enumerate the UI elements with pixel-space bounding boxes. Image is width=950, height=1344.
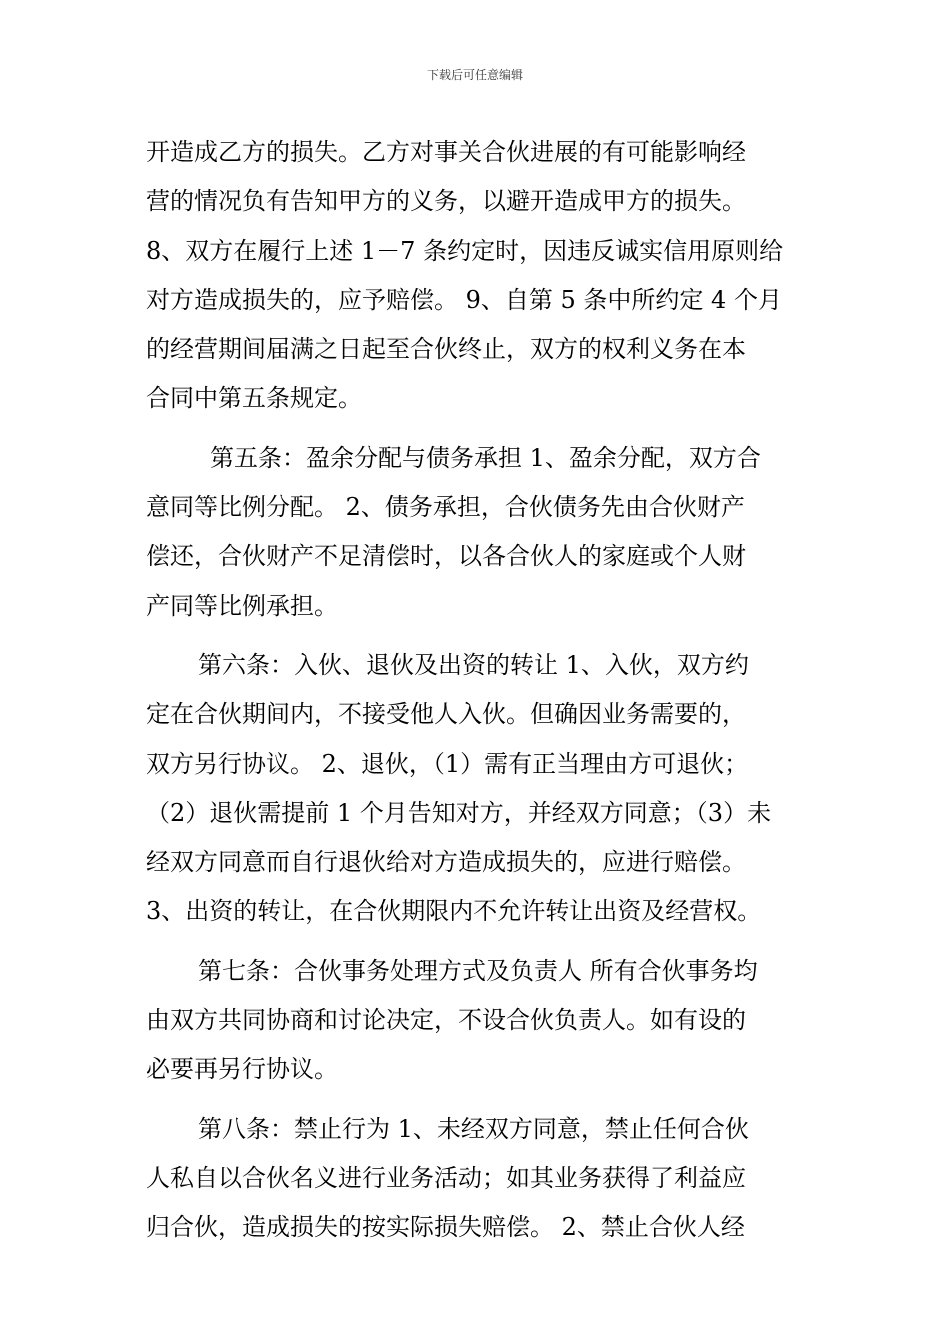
text-line: 开造成乙方的损失。乙方对事关合伙进展的有可能影响经 xyxy=(146,138,746,166)
text-line: 人私自以合伙名义进行业务活动；如其业务获得了利益应 xyxy=(146,1163,746,1192)
text-line: 必要再另行协议。 xyxy=(146,1055,338,1084)
text-line: （2）退伙需提前 1 个月告知对方，并经双方同意；（3）未 xyxy=(146,798,772,827)
text-line: 产同等比例承担。 xyxy=(146,591,338,620)
text-line: 的经营期间届满之日起至合伙终止，双方的权利义务在本 xyxy=(146,335,746,364)
paragraph-gap xyxy=(146,424,808,434)
text-line: 定在合伙期间内，不接受他人入伙。但确因业务需要的， xyxy=(146,700,746,729)
paragraph-gap xyxy=(146,937,808,947)
paragraph-gap xyxy=(146,1095,808,1105)
text-line: 第六条：入伙、退伙及出资的转让 1、入伙，双方约 xyxy=(198,650,749,679)
text-line: 营的情况负有告知甲方的义务，以避开造成甲方的损失。 xyxy=(146,187,746,216)
text-line: 第七条：合伙事务处理方式及负责人 所有合伙事务均 xyxy=(198,956,758,985)
page-header: 下载后可任意编辑 xyxy=(426,68,523,82)
document-body xyxy=(146,128,808,1253)
text-line: 意同等比例分配。 2、债务承担，合伙债务先由合伙财产 xyxy=(146,493,745,522)
text-line: 由双方共同协商和讨论决定，不设合伙负责人。如有设的 xyxy=(146,1006,746,1035)
text-line: 对方造成损失的，应予赔偿。 9、自第 5 条中所约定 4 个月 xyxy=(146,285,782,314)
text-line: 第八条：禁止行为 1、未经双方同意，禁止任何合伙 xyxy=(198,1114,749,1143)
text-line: 偿还，合伙财产不足清偿时，以各合伙人的家庭或个人财 xyxy=(146,542,746,571)
text-line: 合同中第五条规定。 xyxy=(146,384,362,413)
text-line: 3、出资的转让，在合伙期限内不允许转让出资及经营权。 xyxy=(146,897,762,926)
text-line: 经双方同意而自行退伙给对方造成损失的，应进行赔偿。 xyxy=(146,848,746,877)
text-line: 8、双方在履行上述 1－7 条约定时，因违反诚实信用原则给 xyxy=(146,236,784,265)
text-line: 双方另行协议。 2、退伙，（1）需有正当理由方可退伙； xyxy=(146,749,749,778)
paragraph-gap xyxy=(146,631,808,641)
text-line: 第五条：盈余分配与债务承担 1、盈余分配，双方合 xyxy=(210,443,761,472)
text-line: 归合伙，造成损失的按实际损失赔偿。 2、禁止合伙人经 xyxy=(146,1213,745,1242)
